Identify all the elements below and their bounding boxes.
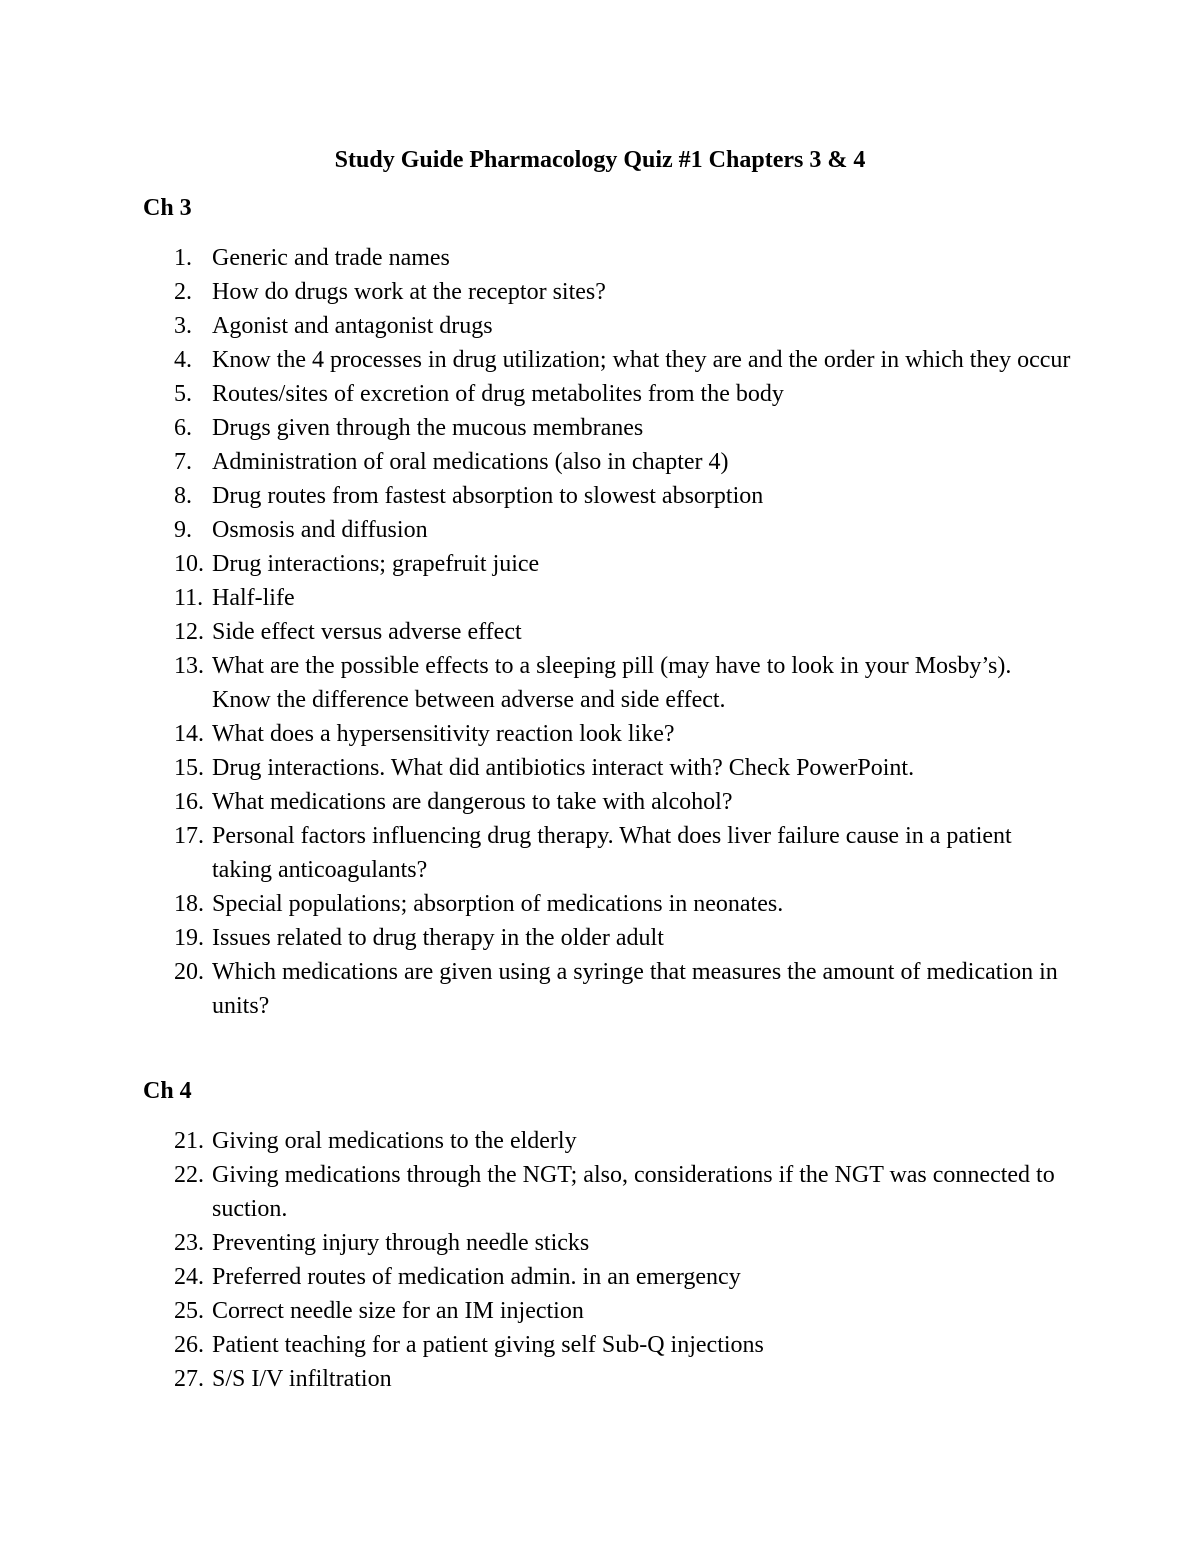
item-text: Drug interactions; grapefruit juice — [212, 551, 540, 577]
item-number: 14. — [174, 721, 204, 747]
item-number: 1. — [174, 245, 192, 271]
section-heading-ch4: Ch 4 — [143, 1078, 192, 1104]
item-text: Routes/sites of excretion of drug metabolites from the body — [212, 381, 784, 407]
item-text: What are the possible effects to a sleeping pill (may have to look in your Mosby’s). Know the difference between adverse and side effect. — [212, 653, 1012, 713]
item-number: 10. — [174, 551, 204, 577]
item-text: Half-life — [212, 585, 295, 611]
item-text: How do drugs work at the receptor sites? — [212, 279, 606, 305]
item-number: 2. — [174, 279, 192, 305]
item-number: 6. — [174, 415, 192, 441]
list-item — [0, 785, 1072, 819]
section-heading-ch3: Ch 3 — [143, 195, 192, 221]
item-number: 16. — [174, 789, 204, 815]
list-item — [0, 1294, 1072, 1328]
item-number: 25. — [174, 1298, 204, 1324]
item-text: What does a hypersensitivity reaction look like? — [212, 721, 675, 747]
list-item — [0, 377, 1072, 411]
list-item — [0, 615, 1072, 649]
list-item — [0, 955, 1072, 1023]
item-number: 21. — [174, 1128, 204, 1154]
list-item — [0, 1158, 1072, 1226]
item-number: 3. — [174, 313, 192, 339]
item-number: 23. — [174, 1230, 204, 1256]
list-item — [0, 275, 1072, 309]
list-item — [0, 547, 1072, 581]
item-text: Administration of oral medications (also in chapter 4) — [212, 449, 729, 475]
item-number: 22. — [174, 1162, 204, 1188]
list-item — [0, 819, 1072, 887]
list-item — [0, 649, 1072, 717]
list-item — [0, 1226, 1072, 1260]
item-number: 9. — [174, 517, 192, 543]
item-text: Correct needle size for an IM injection — [212, 1298, 584, 1324]
item-text: Special populations; absorption of medications in neonates. — [212, 891, 784, 917]
item-text: Personal factors influencing drug therapy. What does liver failure cause in a patient taking anticoagulants? — [212, 823, 1012, 883]
list-item — [0, 479, 1072, 513]
item-text: Patient teaching for a patient giving self Sub-Q injections — [212, 1332, 764, 1358]
item-text: Which medications are given using a syringe that measures the amount of medication in units? — [212, 959, 1058, 1019]
item-number: 27. — [174, 1366, 204, 1392]
item-number: 17. — [174, 823, 204, 849]
item-text: Issues related to drug therapy in the older adult — [212, 925, 664, 951]
list-item — [0, 513, 1072, 547]
item-number: 7. — [174, 449, 192, 475]
question-list-ch3 — [0, 241, 1072, 1023]
list-item — [0, 1124, 1072, 1158]
list-item — [0, 343, 1072, 377]
list-item — [0, 717, 1072, 751]
item-text: Drug routes from fastest absorption to slowest absorption — [212, 483, 764, 509]
item-number: 5. — [174, 381, 192, 407]
page-title: Study Guide Pharmacology Quiz #1 Chapters 3 & 4 — [334, 147, 866, 173]
item-text: Know the 4 processes in drug utilization; what they are and the order in which they occur — [212, 347, 1071, 373]
item-text: Giving medications through the NGT; also, considerations if the NGT was connected to suction. — [212, 1162, 1055, 1222]
item-number: 24. — [174, 1264, 204, 1290]
item-number: 12. — [174, 619, 204, 645]
list-item — [0, 411, 1072, 445]
list-item — [0, 241, 1072, 275]
item-text: S/S I/V infiltration — [212, 1366, 392, 1392]
item-number: 8. — [174, 483, 192, 509]
list-item — [0, 751, 1072, 785]
list-item — [0, 309, 1072, 343]
list-item — [0, 1260, 1072, 1294]
item-number: 18. — [174, 891, 204, 917]
item-text: Drug interactions. What did antibiotics interact with? Check PowerPoint. — [212, 755, 915, 781]
item-text: Giving oral medications to the elderly — [212, 1128, 577, 1154]
item-number: 26. — [174, 1332, 204, 1358]
list-item — [0, 887, 1072, 921]
question-list-ch4 — [0, 1124, 1072, 1396]
item-number: 4. — [174, 347, 192, 373]
item-text: Generic and trade names — [212, 245, 450, 271]
item-number: 20. — [174, 959, 204, 985]
list-item — [0, 1362, 1072, 1396]
item-text: Osmosis and diffusion — [212, 517, 428, 543]
item-text: Drugs given through the mucous membranes — [212, 415, 644, 441]
item-text: Agonist and antagonist drugs — [212, 313, 493, 339]
item-text: Side effect versus adverse effect — [212, 619, 522, 645]
item-number: 13. — [174, 653, 204, 679]
list-item — [0, 581, 1072, 615]
list-item — [0, 445, 1072, 479]
item-number: 15. — [174, 755, 204, 781]
list-item — [0, 921, 1072, 955]
item-text: Preventing injury through needle sticks — [212, 1230, 590, 1256]
item-text: What medications are dangerous to take with alcohol? — [212, 789, 733, 815]
list-item — [0, 1328, 1072, 1362]
item-number: 11. — [174, 585, 204, 611]
item-text: Preferred routes of medication admin. in an emergency — [212, 1264, 741, 1290]
item-number: 19. — [174, 925, 204, 951]
